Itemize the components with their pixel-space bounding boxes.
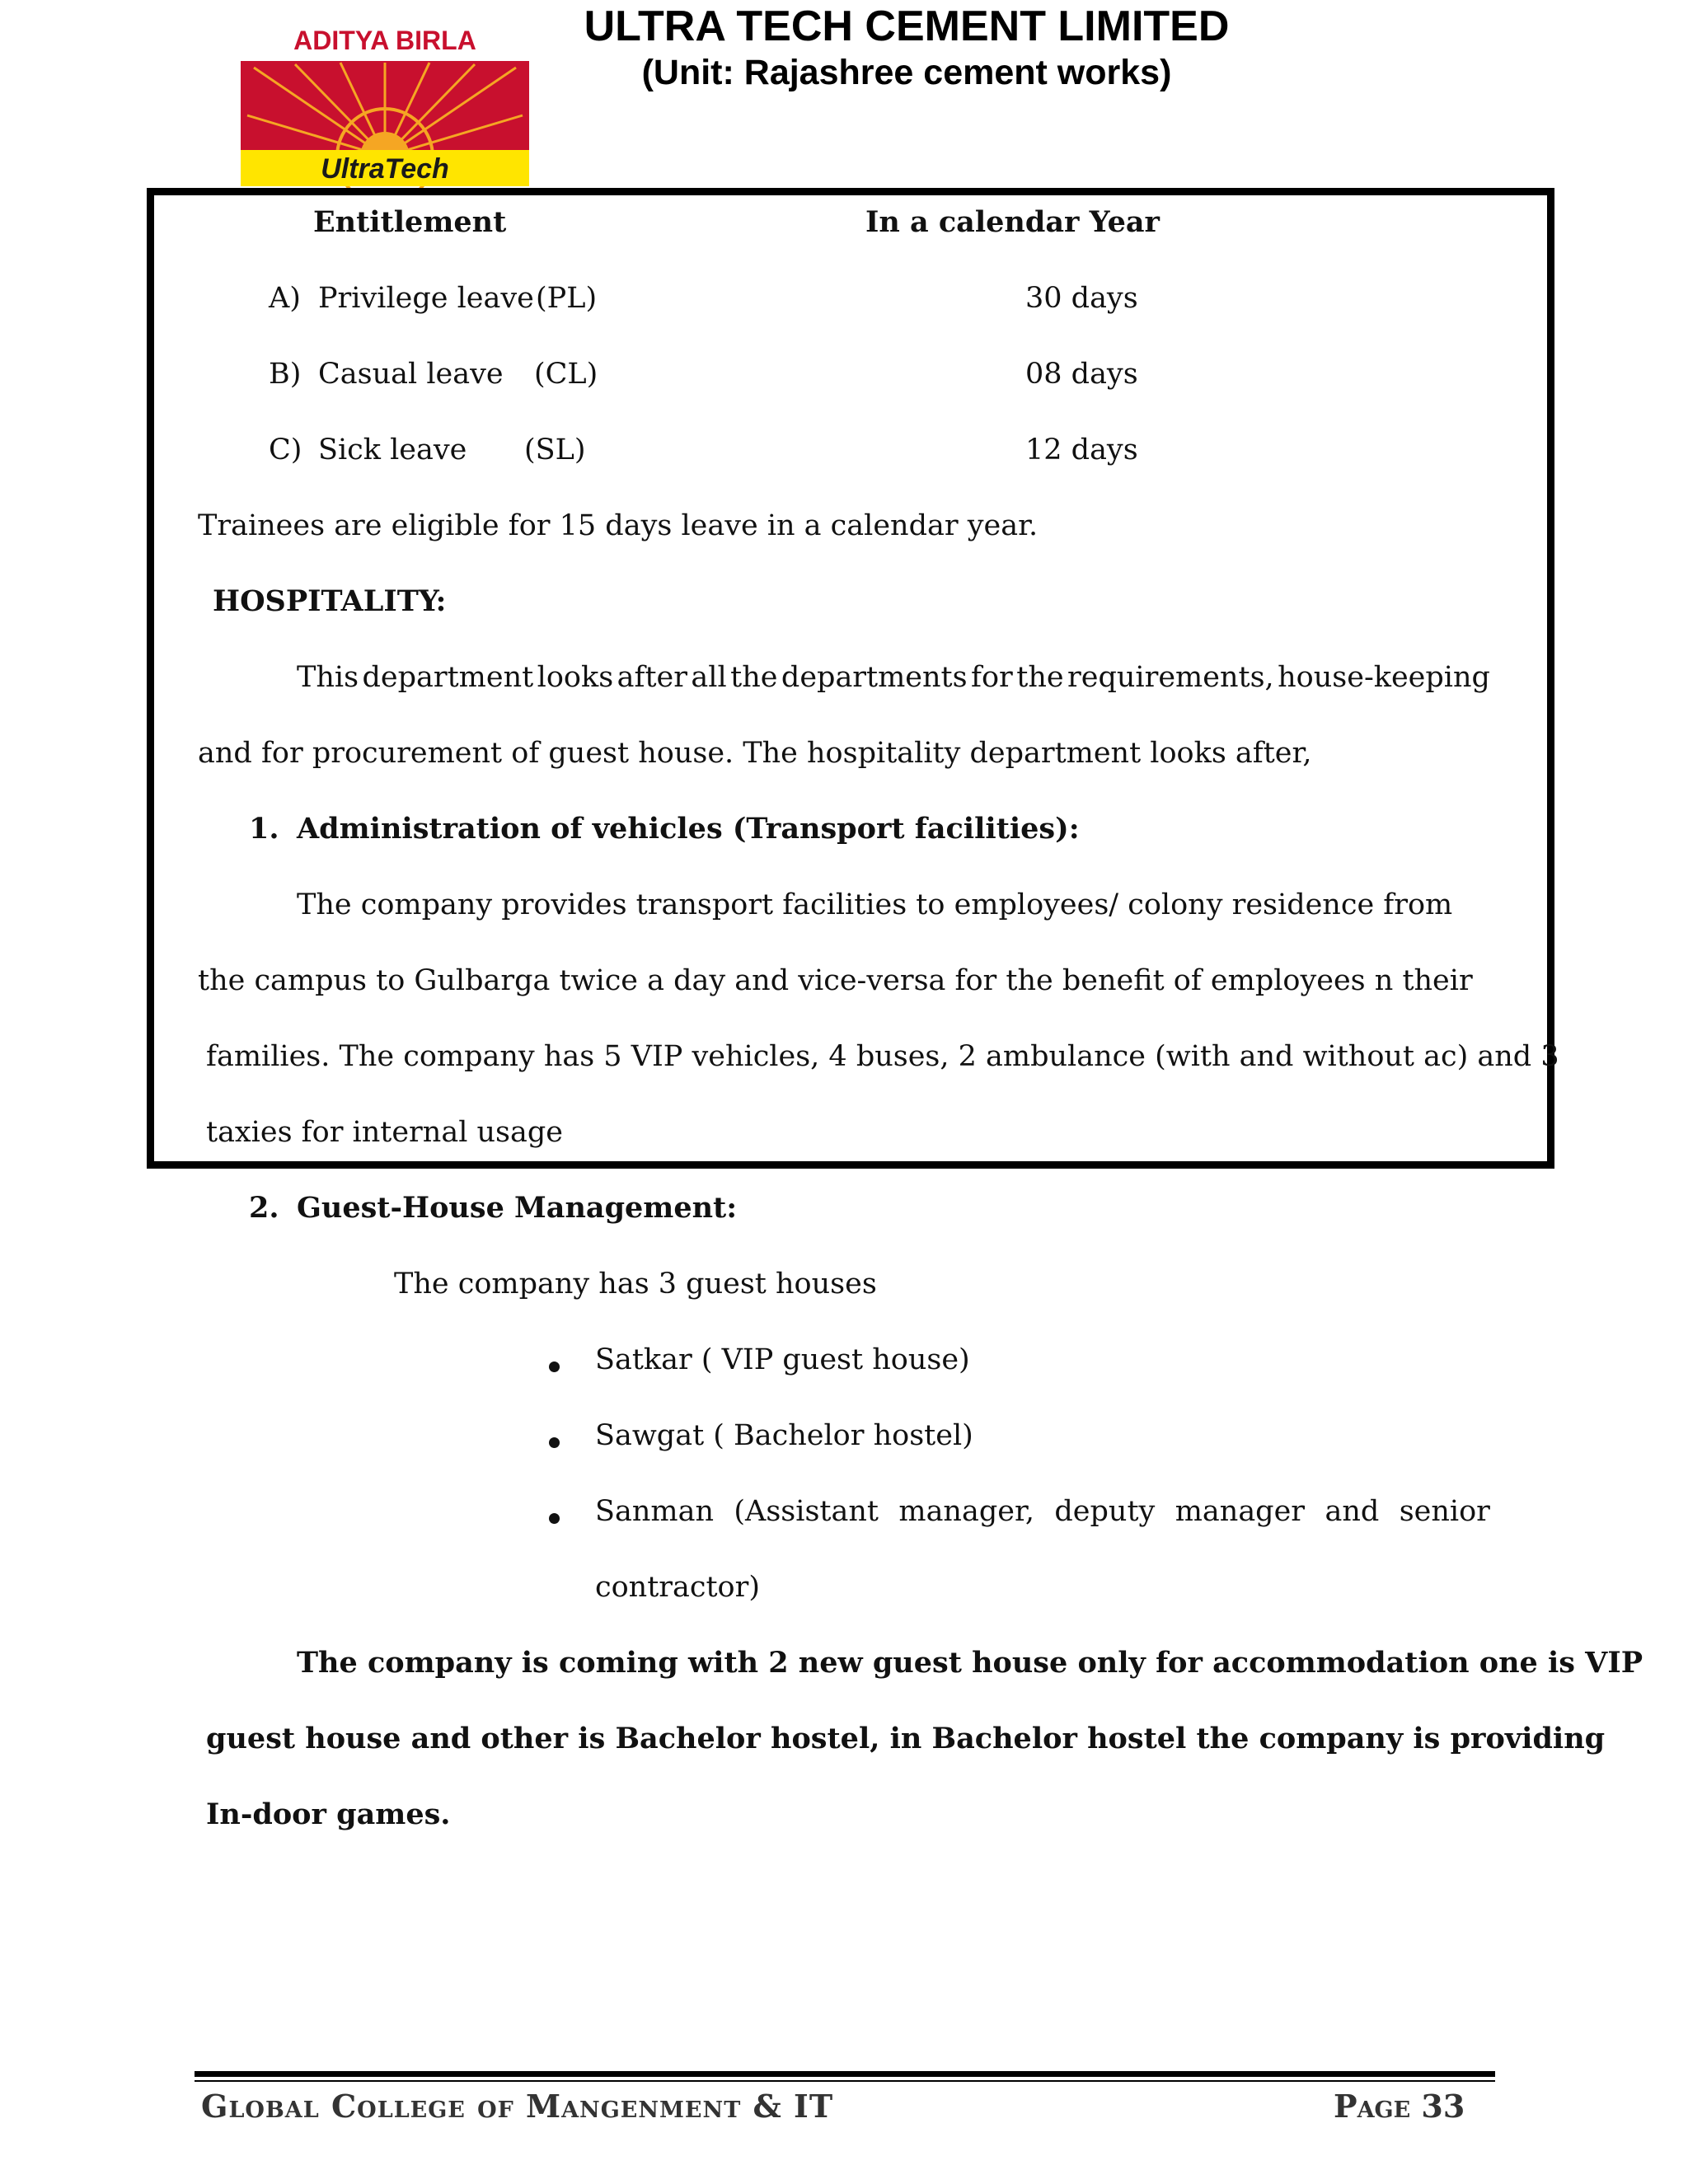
word: Sanman (595, 1495, 714, 1528)
aditya-birla-ultratech-logo (237, 25, 532, 188)
company-unit: (Unit: Rajashree cement works) (641, 53, 1172, 92)
entitlement-header: Entitlement (313, 205, 507, 239)
hospitality-intro-line-2: and for procurement of guest house. The hospitality department looks after, (198, 737, 1312, 770)
guest-house-item: Satkar ( VIP guest house) (595, 1343, 970, 1376)
closing-text-line: The company is coming with 2 new guest house only for accommodation one is VIP (297, 1646, 1643, 1680)
logo-brand-bottom-text: UltraTech (321, 153, 449, 185)
bullet-dot (549, 1513, 560, 1524)
word: senior (1399, 1495, 1490, 1528)
word: for (971, 661, 1013, 694)
word: manager, (898, 1495, 1034, 1528)
leave-row-code: (PL) (536, 282, 598, 315)
calendar-year-header: In a calendar Year (865, 205, 1160, 239)
logo-brand-top-text: ADITYA BIRLA (293, 26, 476, 55)
guest-house-item-continued: contractor) (595, 1571, 761, 1604)
leave-row-days: 12 days (1025, 434, 1138, 466)
item-2-intro: The company has 3 guest houses (394, 1268, 877, 1301)
item-1-number: 1. (249, 812, 279, 846)
leave-row-name: Sick leave (318, 434, 467, 466)
leave-row-days: 08 days (1025, 358, 1138, 391)
word: deputy (1054, 1495, 1156, 1528)
guest-house-item (595, 1493, 1490, 1530)
word: and (1325, 1495, 1380, 1528)
trainee-note: Trainees are eligible for 15 days leave in a calendar year. (198, 509, 1039, 542)
item-1-text-line: the campus to Gulbarga twice a day and vice-versa for the benefit of employees n their (198, 964, 1473, 997)
footer-college-name: Global College of Mangenment & IT (201, 2088, 834, 2125)
company-name: ULTRA TECH CEMENT LIMITED (584, 2, 1230, 50)
leave-row-code: (SL) (524, 434, 586, 466)
item-1-text-line: families. The company has 5 VIP vehicles, 4 buses, 2 ambulance (with and without ac) and 3 (206, 1040, 1559, 1073)
item-2-number: 2. (249, 1191, 279, 1225)
word: after (617, 661, 687, 694)
word: manager (1175, 1495, 1306, 1528)
leave-row-marker: A) (269, 282, 301, 315)
closing-text-line: guest house and other is Bachelor hostel, in Bachelor hostel the company is providing (206, 1722, 1606, 1755)
bullet-dot (549, 1437, 560, 1448)
word: all (691, 661, 727, 694)
leave-row-marker: C) (269, 434, 302, 466)
item-1-text-line: The company provides transport facilities to employees/ colony residence from (297, 888, 1453, 921)
word: departments (781, 661, 968, 694)
footer-rule-thin (195, 2080, 1495, 2082)
word: looks (537, 661, 614, 694)
item-2-title: Guest-House Management: (297, 1191, 738, 1225)
leave-row-name: Casual leave (318, 358, 504, 391)
word: department (362, 661, 534, 694)
word: (Assistant (734, 1495, 879, 1528)
word: the (1016, 661, 1064, 694)
leave-row-name: Privilege leave (318, 282, 534, 315)
leave-row-marker: B) (269, 358, 302, 391)
leave-row-days: 30 days (1025, 282, 1138, 315)
bullet-dot (549, 1361, 560, 1372)
footer-rule (195, 2071, 1495, 2077)
hospitality-intro-line-1 (297, 659, 1490, 696)
footer-page-number: Page 33 (1334, 2088, 1465, 2125)
word: the (730, 661, 778, 694)
hospitality-heading: HOSPITALITY: (213, 584, 447, 618)
leave-row-code: (CL) (534, 358, 598, 391)
item-1-title: Administration of vehicles (Transport facilities): (297, 812, 1080, 846)
closing-text-line: In-door games. (206, 1797, 451, 1831)
word: requirements, (1067, 661, 1274, 694)
guest-house-item: Sawgat ( Bachelor hostel) (595, 1419, 973, 1452)
word: This (297, 661, 359, 694)
word: house-keeping (1278, 661, 1490, 694)
item-1-text-line: taxies for internal usage (206, 1116, 564, 1149)
